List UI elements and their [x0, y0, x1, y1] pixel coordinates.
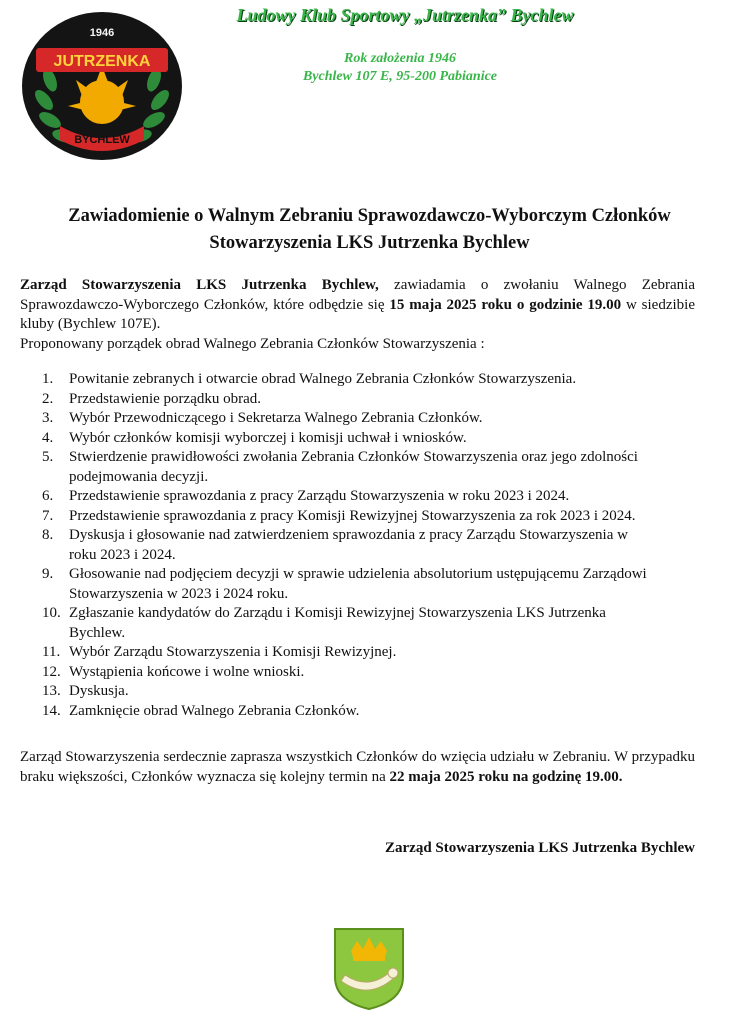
board-name: Zarząd Stowarzyszenia LKS Jutrzenka Bychlew, — [20, 277, 379, 293]
notice-title — [20, 203, 719, 257]
agenda-item-text: Głosowanie nad podjęciem decyzji w sprawie udzielenia absolutorium ustępującemu Zarządowi — [69, 566, 647, 582]
meeting-date: 15 maja 2025 roku o godzinie 19.00 — [389, 296, 622, 313]
agenda-item-number: 1. — [42, 371, 54, 387]
agenda-item-text: Wybór Przewodniczącego i Sekretarza Walnego Zebrania Członków. — [69, 410, 483, 426]
agenda-item-text: Przedstawienie sprawozdania z pracy Zarządu Stowarzyszenia w roku 2023 i 2024. — [69, 488, 570, 504]
club-logo — [20, 10, 184, 162]
agenda-item-continuation: Stowarzyszenia w 2023 i 2024 roku. — [69, 585, 289, 602]
agenda-item — [20, 409, 700, 429]
agenda-item — [20, 643, 700, 663]
agenda-item-text: Przedstawienie porządku obrad. — [69, 390, 262, 407]
closing-text: Zarząd Stowarzyszenia serdecznie zaprasza wszystkich Członków do wzięcia udziału w Zebraniu. W przypadku braku większości, Członków wyznacza się kolejny termin na — [20, 749, 695, 785]
agenda-item-continuation: Bychlew. — [69, 624, 126, 641]
signature: Zarząd Stowarzyszenia LKS Jutrzenka Bychlew — [385, 840, 695, 856]
agenda-item-number: 11. — [42, 644, 61, 660]
agenda-item — [20, 604, 700, 643]
agenda-item-number: 9. — [42, 566, 54, 582]
founded-year: Rok założenia 1946 — [343, 51, 456, 66]
agenda-item — [20, 565, 700, 604]
closing-paragraph — [20, 748, 695, 787]
agenda-item-text: Stwierdzenie prawidłowości zwołania Zebrania Członków Stowarzyszenia oraz jego zdolności — [69, 449, 638, 465]
intro-text — [20, 276, 695, 335]
agenda-item — [20, 526, 700, 565]
agenda-list — [20, 370, 700, 721]
notice-title-line-2: Stowarzyszenia LKS Jutrzenka Bychlew — [209, 233, 530, 253]
agenda-item — [20, 390, 700, 410]
agenda-item-text: Dyskusja i głosowanie nad zatwierdzeniem sprawozdania z pracy Zarządu Stowarzyszenia w — [69, 527, 628, 543]
agenda-item-text: Przedstawienie sprawozdania z pracy Komisji Rewizyjnej Stowarzyszenia za rok 2023 i 2024. — [69, 507, 636, 524]
notice-title-line-1: Zawiadomienie o Walnym Zebraniu Sprawozdawczo-Wyborczym Członków — [68, 206, 671, 226]
agenda-intro: Proponowany porządek obrad Walnego Zebrania Członków Stowarzyszenia : — [20, 335, 485, 352]
logo-name: JUTRZENKA — [53, 53, 151, 70]
municipality-crest — [333, 927, 405, 1011]
club-info — [200, 50, 600, 86]
agenda-item — [20, 487, 700, 507]
agenda-item-number: 2. — [42, 390, 54, 407]
agenda-item-text: Powitanie zebranych i otwarcie obrad Walnego Zebrania Członków Stowarzyszenia. — [69, 371, 577, 387]
logo-place: BYCHLEW — [74, 134, 130, 146]
agenda-item-text: Zgłaszanie kandydatów do Zarządu i Komisji Rewizyjnej Stowarzyszenia LKS Jutrzenka — [69, 605, 606, 621]
agenda-item-number: 3. — [42, 410, 54, 426]
agenda-item-number: 14. — [42, 702, 61, 719]
agenda-item-text: Dyskusja. — [69, 683, 129, 699]
agenda-item-number: 5. — [42, 449, 54, 465]
agenda-item-text: Wystąpienia końcowe i wolne wnioski. — [69, 663, 305, 680]
agenda-item — [20, 702, 700, 722]
agenda-item — [20, 682, 700, 702]
agenda-item — [20, 448, 700, 487]
agenda-item-number: 8. — [42, 527, 54, 543]
club-address: Bychlew 107 E, 95-200 Pabianice — [302, 69, 498, 84]
agenda-item — [20, 370, 700, 390]
logo-year: 1946 — [89, 27, 115, 39]
agenda-item-number: 6. — [42, 488, 54, 504]
agenda-item-text: Zamknięcie obrad Walnego Zebrania Członków. — [69, 702, 360, 719]
agenda-item — [20, 663, 700, 683]
club-name: Ludowy Klub Sportowy „Jutrzenka” Bychlew — [236, 5, 574, 25]
agenda-item-number: 7. — [42, 507, 54, 524]
intro-text-1: zawiadamia o zwołaniu Walnego Zebrania Sprawozdawczo-Wyborczego Członków, które odbędzie się — [20, 277, 696, 313]
agenda-item-text: Wybór członków komisji wyborczej i komisji uchwał i wniosków. — [69, 429, 467, 446]
agenda-item-number: 12. — [42, 663, 61, 680]
agenda-item-text: Wybór Zarządu Stowarzyszenia i Komisji Rewizyjnej. — [69, 644, 397, 660]
agenda-item-continuation: podejmowania decyzji. — [69, 468, 209, 485]
agenda-item-continuation: roku 2023 i 2024. — [69, 546, 176, 563]
agenda-item-number: 4. — [42, 429, 54, 446]
second-term-date: 22 maja 2025 roku na godzinę 19.00. — [389, 768, 623, 785]
intro-text-2: w siedzibie kluby (Bychlew 107E). — [20, 296, 695, 332]
agenda-item-number: 13. — [42, 683, 61, 699]
agenda-item-number: 10. — [42, 605, 61, 621]
agenda-item — [20, 507, 700, 527]
intro-paragraph — [20, 276, 695, 354]
agenda-item — [20, 429, 700, 449]
